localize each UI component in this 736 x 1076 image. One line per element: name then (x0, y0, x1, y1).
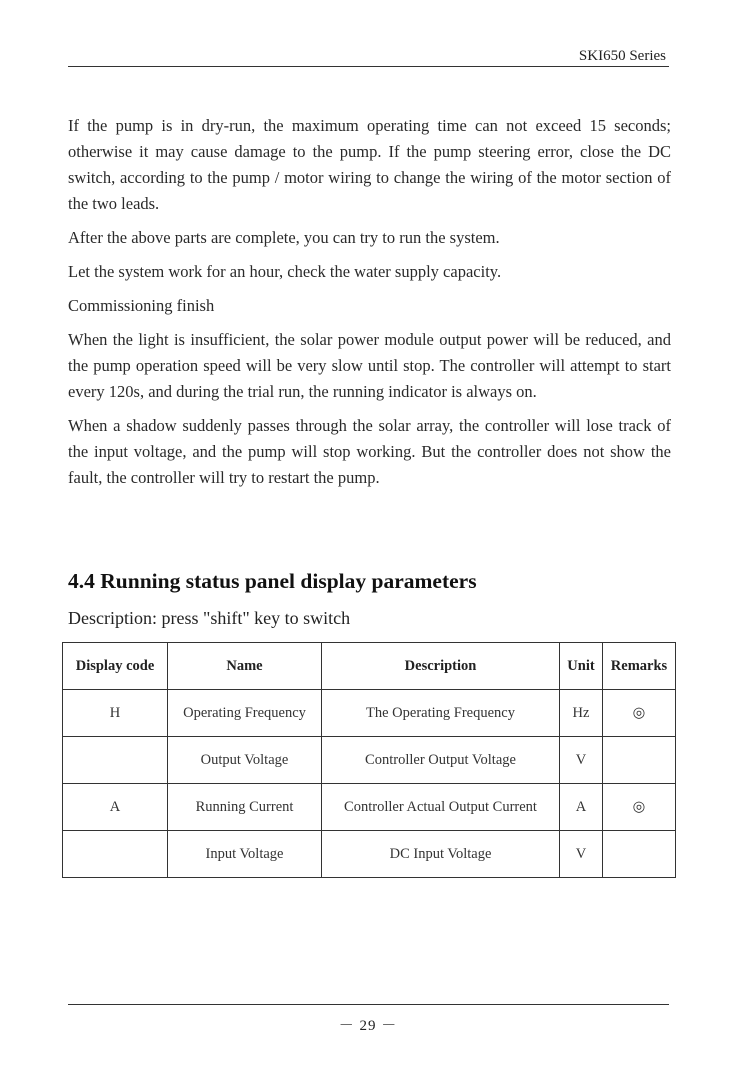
cell-name: Running Current (168, 784, 322, 831)
section-title: 4.4 Running status panel display parameters (68, 569, 477, 593)
paragraph-commissioning-finish: Commissioning finish (68, 296, 215, 315)
section-description: Description: press "shift" key to switch (68, 608, 351, 628)
parameters-table (62, 642, 676, 878)
cell-description: DC Input Voltage (322, 831, 560, 878)
cell-description: Controller Output Voltage (322, 737, 560, 784)
cell-remarks: ◎ (603, 784, 676, 831)
paragraph-work-hour: Let the system work for an hour, check the water supply capacity. (68, 262, 502, 281)
table-row (63, 831, 676, 878)
cell-remarks (603, 737, 676, 784)
body-text (68, 113, 671, 499)
cell-display-code (63, 831, 168, 878)
cell-name: Input Voltage (168, 831, 322, 878)
cell-description: Controller Actual Output Current (322, 784, 560, 831)
paragraph-shadow: When a shadow suddenly passes through the solar array, the controller will lose track of the input voltage, and the pump will stop working. But the controller does not show the fault, the controller will try to restart the pump. (68, 416, 671, 487)
header-unit: Unit (560, 643, 603, 690)
cell-unit: V (560, 831, 603, 878)
cell-unit: A (560, 784, 603, 831)
table-row (63, 737, 676, 784)
cell-description: The Operating Frequency (322, 690, 560, 737)
header-display-code: Display code (63, 643, 168, 690)
footer-rule (68, 1004, 669, 1005)
cell-display-code (63, 737, 168, 784)
cell-remarks (603, 831, 676, 878)
cell-name: Operating Frequency (168, 690, 322, 737)
cell-name: Output Voltage (168, 737, 322, 784)
paragraph-insufficient-light: When the light is insufficient, the solar power module output power will be reduced, and the pump operation speed will be very slow until stop. The controller will attempt to start every 120s, and during the trial run, the running indicator is always on. (68, 330, 671, 401)
header-description: Description (322, 643, 560, 690)
page-number: － 29 － (338, 1018, 398, 1034)
cell-unit: Hz (560, 690, 603, 737)
running-header: SKI650 Series (578, 48, 666, 64)
table-header-row (63, 643, 676, 690)
cell-display-code: H (63, 690, 168, 737)
cell-unit: V (560, 737, 603, 784)
cell-remarks: ◎ (603, 690, 676, 737)
paragraph-try-run: After the above parts are complete, you can try to run the system. (68, 228, 500, 247)
cell-display-code: A (63, 784, 168, 831)
paragraph-dry-run: If the pump is in dry-run, the maximum operating time can not exceed 15 seconds; otherwise it may cause damage to the pump. If the pump steering error, close the DC switch, according to the pump / motor wiring to change the wiring of the motor section of the two leads. (68, 116, 671, 213)
header-remarks: Remarks (603, 643, 676, 690)
table-row (63, 784, 676, 831)
header-rule (68, 66, 669, 67)
table-row (63, 690, 676, 737)
header-name: Name (168, 643, 322, 690)
